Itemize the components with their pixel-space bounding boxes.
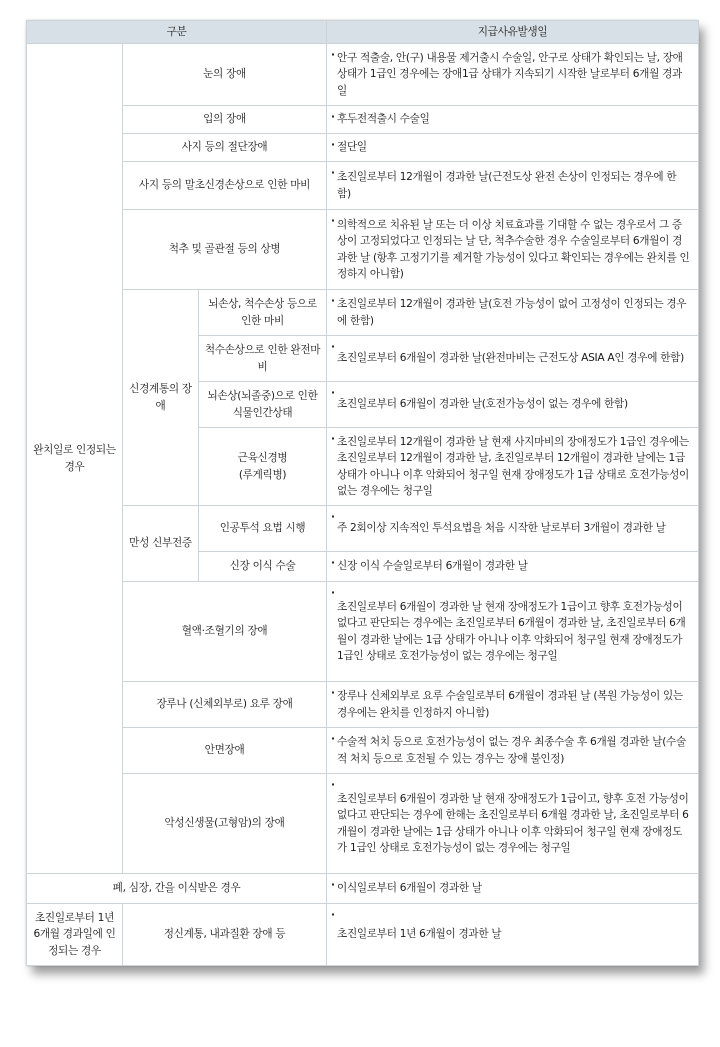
row-category: 척수손상으로 인한 완전마비	[199, 336, 327, 382]
row-category: 악성신생물(고형암)의 장애	[123, 774, 327, 874]
row-description: · 초진일로부터 6개월이 경과한 날(호전가능성이 없는 경우에 한함)	[327, 382, 699, 428]
row-category: 장루나 (신체외부로) 요루 장애	[123, 682, 327, 728]
table-row	[27, 106, 699, 134]
row-category: 사지 등의 말초신경손상으로 인한 마비	[123, 162, 327, 210]
row-category: 눈의 장애	[123, 44, 327, 106]
row-description: · 안구 적출술, 안(구) 내용물 제거출시 수술일, 안구로 상태가 확인되는 날, 장애상태가 1급인 경우에는 장애1급 상태가 지속되기 시작한 날로부터 6개월 경과일	[327, 44, 699, 106]
table-row	[27, 290, 699, 336]
group-label-18-months: 초진일로부터 1년 6개월 경과일에 인정되는 경우	[27, 904, 123, 966]
row-category: 척추 및 골관절 등의 상병	[123, 210, 327, 290]
row-description: · 주 2회이상 지속적인 투석요법을 처음 시작한 날로부터 3개월이 경과한 날	[327, 506, 699, 552]
row-description: · 수술적 처치 등으로 호전가능성이 없는 경우 최종수술 후 6개월 경과한 날(수술적 처치 등으로 호전될 수 있는 경우는 장애 불인정)	[327, 728, 699, 774]
row-category: 안면장애	[123, 728, 327, 774]
row-description: · 신장 이식 수술일로부터 6개월이 경과한 날	[327, 552, 699, 582]
row-category: 신장 이식 수술	[199, 552, 327, 582]
table-row	[27, 774, 699, 874]
row-category: 입의 장애	[123, 106, 327, 134]
row-category: 폐, 심장, 간을 이식받은 경우	[27, 874, 327, 904]
table-row	[27, 44, 699, 106]
table-row	[27, 582, 699, 682]
group-label-cured: 완치일로 인정되는 경우	[27, 44, 123, 874]
row-description: · 초진일로부터 12개월이 경과한 날(호전 가능성이 없어 고정성이 인정되는 경우에 한함)	[327, 290, 699, 336]
row-description: · 의학적으로 치유된 날 또는 더 이상 치료효과를 기대할 수 없는 경우로서 그 증상이 고정되었다고 인정되는 날 단, 척추수술한 경우 수술일로부터 6개월이 경과한 날 (항후 고정기기를 제거할 가능성이 있다고 확인되는 경우에는 완치를 인정하지 아니함)	[327, 210, 699, 290]
header-category: 구분	[27, 21, 327, 44]
row-category: 정신계통, 내과질환 장애 등	[123, 904, 327, 966]
row-description: · 이식일로부터 6개월이 경과한 날	[327, 874, 699, 904]
row-description: · 초진일로부터 12개월이 경과한 날 현재 사지마비의 장애정도가 1급인 경우에는 초진일로부터 12개월이 경과한 날, 초진일로부터 12개월이 경과한 날에는 1급 상태가 아니나 이후 악화되어 청구일 현재 장애정도가 1급 상태로 호전가능성이 없는 경우에는 청구일	[327, 428, 699, 506]
row-description: · 초진일로부터 6개월이 경과한 날(완전마비는 근전도상 ASIA A인 경우에 한함)	[327, 336, 699, 382]
table-row	[27, 134, 699, 162]
row-description: · 절단일	[327, 134, 699, 162]
row-category: 인공투석 요법 시행	[199, 506, 327, 552]
table-row	[27, 506, 699, 552]
row-description: · 후두전적출시 수술일	[327, 106, 699, 134]
table-row	[27, 162, 699, 210]
document-sheet	[26, 20, 698, 966]
header-payment-date: 지급사유발생일	[327, 21, 699, 44]
table-row	[27, 728, 699, 774]
row-description: · 장루나 신체외부로 요루 수술일로부터 6개월이 경과된 날 (복원 가능성이 있는 경우에는 완치를 인정하지 아니함)	[327, 682, 699, 728]
table-row	[27, 904, 699, 966]
row-description: · 초진일로부터 6개월이 경과한 날 현재 장애정도가 1급이고 향후 호전가능성이 없다고 판단되는 경우에는 초진일로부터 6개월이 경과한 날, 초진일로부터 6개월이 경과한 날에는 1급 상태가 아니나 이후 악화되어 청구일 현재 장애정도가 1급인 상태로 호전가능성이 없는 경우에는 청구일	[327, 582, 699, 682]
table-row	[27, 210, 699, 290]
row-description: · 초진일로부터 12개월이 경과한 날(근전도상 완전 손상이 인정되는 경우에 한함)	[327, 162, 699, 210]
disability-payment-table	[26, 20, 699, 966]
group-label-chronic-renal: 만성 신부전증	[123, 506, 199, 582]
row-category: 근육신경병 (루게릭병)	[199, 428, 327, 506]
row-category: 혈액·조혈기의 장애	[123, 582, 327, 682]
table-row	[27, 682, 699, 728]
table-row	[27, 874, 699, 904]
row-category: 뇌손상(뇌졸중)으로 인한 식물인간상태	[199, 382, 327, 428]
row-description: · 초진일로부터 1년 6개월이 경과한 날	[327, 904, 699, 966]
row-category: 사지 등의 절단장애	[123, 134, 327, 162]
row-category: 뇌손상, 척수손상 등으로 인한 마비	[199, 290, 327, 336]
table-header-row	[27, 21, 699, 44]
row-description: · 초진일로부터 6개월이 경과한 날 현재 장애정도가 1급이고, 향후 호전 가능성이 없다고 판단되는 경우에 한해는 초진일로부터 6개월 경과한 날, 초진일로부터 6개월이 경과한 날에는 1급 상태가 아니나 이후 악화되어 청구일 현재 장애정도가 1급인 상태로 호전가능성이 없는 경우에는 청구일	[327, 774, 699, 874]
group-label-nerve: 신경계통의 장애	[123, 290, 199, 506]
